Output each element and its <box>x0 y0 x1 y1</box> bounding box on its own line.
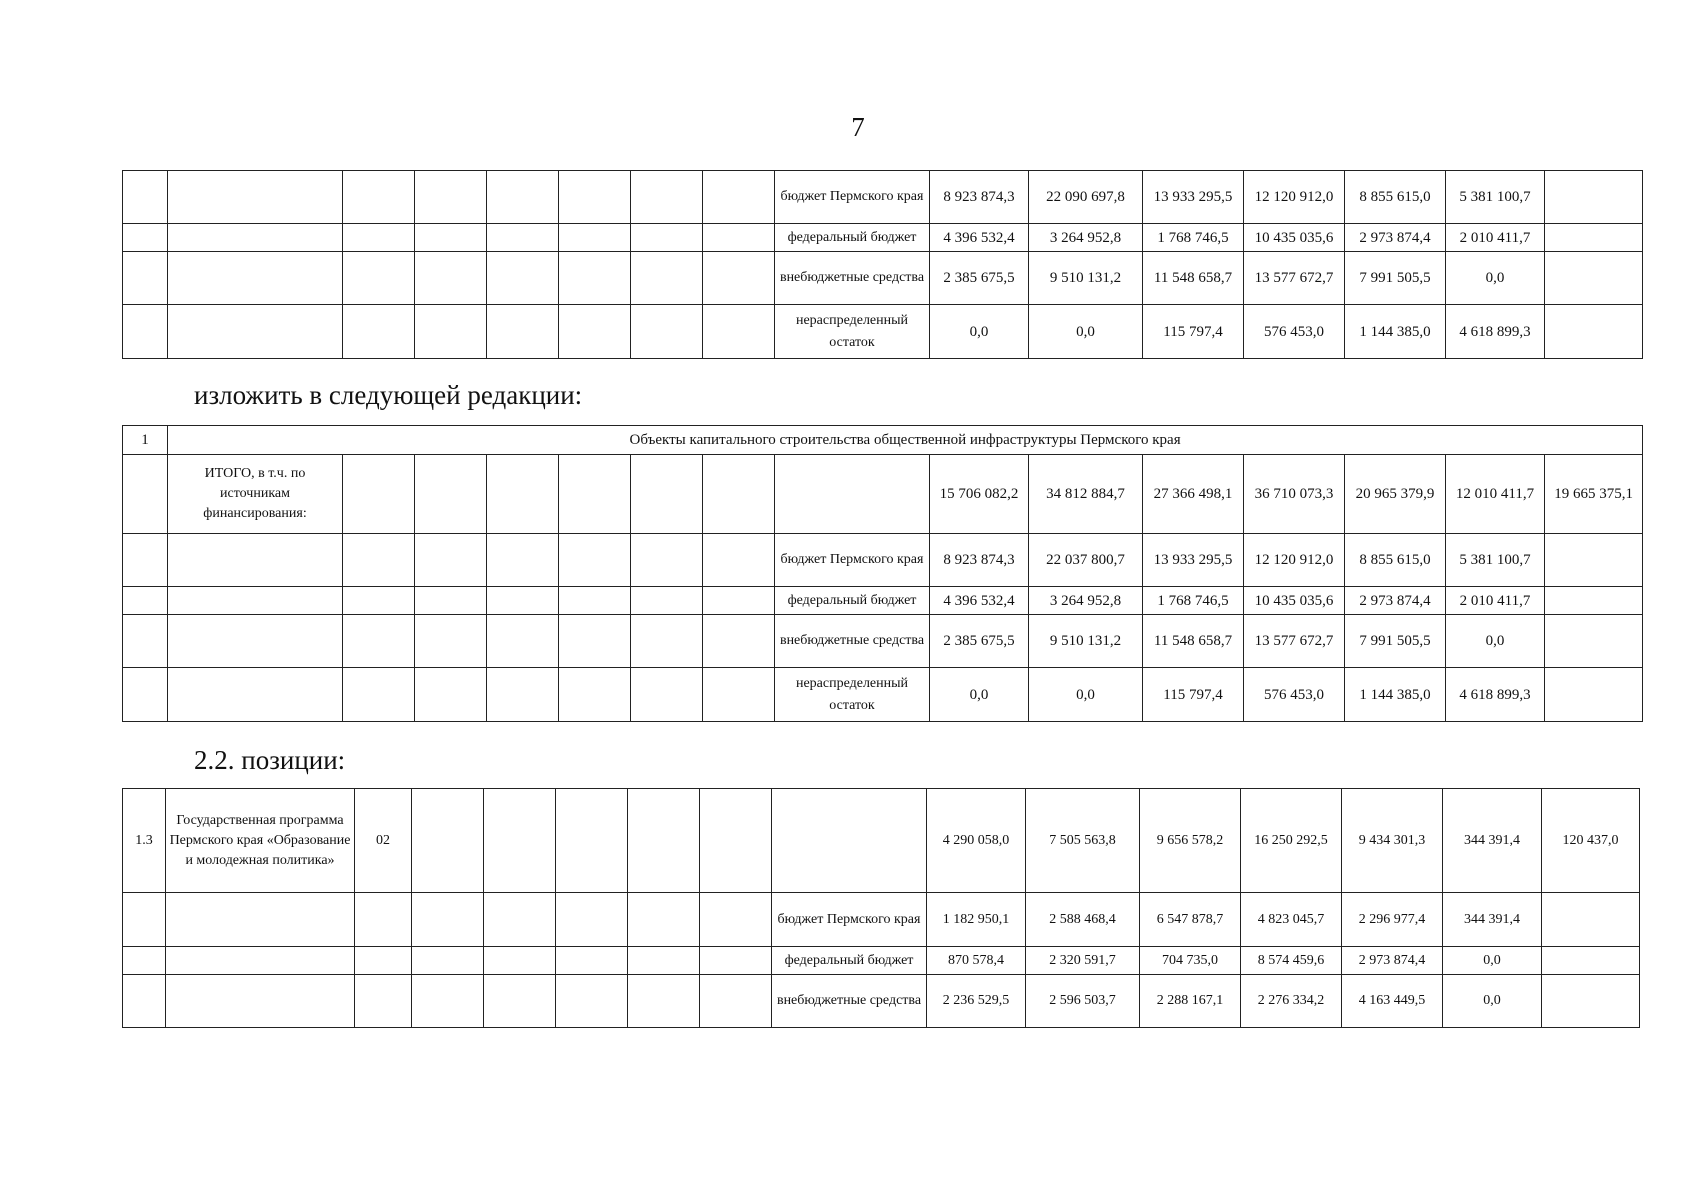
total-value: 344 391,4 <box>1443 789 1542 893</box>
table-row <box>123 615 1643 668</box>
funding-value <box>1542 947 1640 975</box>
table-row-section <box>123 426 1643 455</box>
table-row <box>123 947 1640 975</box>
funding-value: 13 577 672,7 <box>1244 252 1345 305</box>
table-new-edition <box>122 425 1643 722</box>
total-value: 20 965 379,9 <box>1345 455 1446 534</box>
funding-source-label: бюджет Пермского края <box>775 171 930 224</box>
funding-value: 0,0 <box>1029 668 1143 722</box>
program-code: 02 <box>355 789 412 893</box>
funding-value: 2 236 529,5 <box>927 975 1026 1028</box>
funding-value: 0,0 <box>1029 305 1143 359</box>
funding-value: 4 618 899,3 <box>1446 305 1545 359</box>
funding-value <box>1542 893 1640 947</box>
funding-value: 12 120 912,0 <box>1244 534 1345 587</box>
program-name: Государственная программа Пермского края «Образование и молодежная политика» <box>166 789 355 893</box>
funding-value: 2 288 167,1 <box>1140 975 1241 1028</box>
funding-source-label: бюджет Пермского края <box>772 893 927 947</box>
funding-value: 2 320 591,7 <box>1026 947 1140 975</box>
funding-value: 8 923 874,3 <box>930 534 1029 587</box>
funding-value: 2 973 874,4 <box>1345 587 1446 615</box>
funding-source-label: внебюджетные средства <box>772 975 927 1028</box>
total-value: 36 710 073,3 <box>1244 455 1345 534</box>
funding-value: 4 396 532,4 <box>930 587 1029 615</box>
funding-value: 0,0 <box>930 668 1029 722</box>
funding-value: 8 923 874,3 <box>930 171 1029 224</box>
funding-source-label: бюджет Пермского края <box>775 534 930 587</box>
table-row <box>123 305 1643 359</box>
funding-value: 115 797,4 <box>1143 668 1244 722</box>
funding-value: 9 510 131,2 <box>1029 252 1143 305</box>
funding-value <box>1545 615 1643 668</box>
funding-value: 4 396 532,4 <box>930 224 1029 252</box>
funding-value: 344 391,4 <box>1443 893 1542 947</box>
funding-value <box>1545 587 1643 615</box>
funding-value: 7 991 505,5 <box>1345 615 1446 668</box>
heading-positions: 2.2. позиции: <box>194 745 346 775</box>
total-value: 27 366 498,1 <box>1143 455 1244 534</box>
funding-value: 1 182 950,1 <box>927 893 1026 947</box>
funding-value <box>1545 171 1643 224</box>
funding-source-label: внебюджетные средства <box>775 252 930 305</box>
funding-value: 2 588 468,4 <box>1026 893 1140 947</box>
funding-value: 5 381 100,7 <box>1446 534 1545 587</box>
funding-value: 576 453,0 <box>1244 305 1345 359</box>
funding-value: 2 296 977,4 <box>1342 893 1443 947</box>
funding-value <box>1545 534 1643 587</box>
funding-value: 2 973 874,4 <box>1345 224 1446 252</box>
total-value: 34 812 884,7 <box>1029 455 1143 534</box>
total-value: 12 010 411,7 <box>1446 455 1545 534</box>
funding-value: 11 548 658,7 <box>1143 252 1244 305</box>
table-row <box>123 893 1640 947</box>
table-row <box>123 252 1643 305</box>
funding-value: 3 264 952,8 <box>1029 587 1143 615</box>
funding-value: 8 855 615,0 <box>1345 171 1446 224</box>
funding-value: 11 548 658,7 <box>1143 615 1244 668</box>
funding-value: 2 010 411,7 <box>1446 224 1545 252</box>
total-value: 4 290 058,0 <box>927 789 1026 893</box>
funding-value: 12 120 912,0 <box>1244 171 1345 224</box>
funding-value: 8 574 459,6 <box>1241 947 1342 975</box>
funding-value: 9 510 131,2 <box>1029 615 1143 668</box>
funding-value: 0,0 <box>1443 975 1542 1028</box>
funding-value: 2 385 675,5 <box>930 615 1029 668</box>
funding-value: 22 037 800,7 <box>1029 534 1143 587</box>
funding-value: 2 010 411,7 <box>1446 587 1545 615</box>
funding-value: 870 578,4 <box>927 947 1026 975</box>
total-value: 9 656 578,2 <box>1140 789 1241 893</box>
funding-value: 704 735,0 <box>1140 947 1241 975</box>
total-value: 120 437,0 <box>1542 789 1640 893</box>
funding-value: 1 144 385,0 <box>1345 668 1446 722</box>
funding-value: 3 264 952,8 <box>1029 224 1143 252</box>
page-number: 7 <box>851 112 865 142</box>
funding-source-label: нераспределенный остаток <box>775 305 930 359</box>
funding-source-label: федеральный бюджет <box>775 224 930 252</box>
funding-value <box>1545 668 1643 722</box>
funding-value: 0,0 <box>1443 947 1542 975</box>
funding-value: 10 435 035,6 <box>1244 587 1345 615</box>
funding-source-label: внебюджетные средства <box>775 615 930 668</box>
table-positions <box>122 788 1640 1028</box>
funding-value: 13 577 672,7 <box>1244 615 1345 668</box>
funding-value: 4 823 045,7 <box>1241 893 1342 947</box>
funding-value: 7 991 505,5 <box>1345 252 1446 305</box>
row-number: 1.3 <box>123 789 166 893</box>
total-value: 7 505 563,8 <box>1026 789 1140 893</box>
total-value: 15 706 082,2 <box>930 455 1029 534</box>
funding-value <box>1542 975 1640 1028</box>
funding-value: 8 855 615,0 <box>1345 534 1446 587</box>
funding-value: 2 276 334,2 <box>1241 975 1342 1028</box>
funding-value: 5 381 100,7 <box>1446 171 1545 224</box>
funding-value: 0,0 <box>1446 252 1545 305</box>
total-value: 9 434 301,3 <box>1342 789 1443 893</box>
table-row <box>123 224 1643 252</box>
table-continuation <box>122 170 1643 359</box>
funding-value: 1 768 746,5 <box>1143 587 1244 615</box>
total-name: ИТОГО, в т.ч. по источникам финансирования: <box>168 455 343 534</box>
table-row <box>123 171 1643 224</box>
funding-value: 4 163 449,5 <box>1342 975 1443 1028</box>
table-row-program <box>123 789 1640 893</box>
funding-source-label: федеральный бюджет <box>775 587 930 615</box>
funding-value: 10 435 035,6 <box>1244 224 1345 252</box>
total-value: 19 665 375,1 <box>1545 455 1643 534</box>
funding-value <box>1545 305 1643 359</box>
funding-value: 576 453,0 <box>1244 668 1345 722</box>
funding-value: 2 973 874,4 <box>1342 947 1443 975</box>
funding-value: 13 933 295,5 <box>1143 171 1244 224</box>
funding-value: 0,0 <box>930 305 1029 359</box>
funding-value: 4 618 899,3 <box>1446 668 1545 722</box>
funding-value: 115 797,4 <box>1143 305 1244 359</box>
table-row <box>123 534 1643 587</box>
funding-value: 1 144 385,0 <box>1345 305 1446 359</box>
funding-value: 22 090 697,8 <box>1029 171 1143 224</box>
funding-value: 13 933 295,5 <box>1143 534 1244 587</box>
funding-value <box>1545 252 1643 305</box>
table-row <box>123 668 1643 722</box>
funding-value: 0,0 <box>1446 615 1545 668</box>
funding-value: 6 547 878,7 <box>1140 893 1241 947</box>
funding-value: 2 596 503,7 <box>1026 975 1140 1028</box>
table-row <box>123 587 1643 615</box>
funding-source-label: федеральный бюджет <box>772 947 927 975</box>
funding-value <box>1545 224 1643 252</box>
funding-value: 1 768 746,5 <box>1143 224 1244 252</box>
funding-source-label: нераспределенный остаток <box>775 668 930 722</box>
section-title: Объекты капитального строительства общественной инфраструктуры Пермского края <box>168 426 1643 455</box>
row-number: 1 <box>123 426 168 455</box>
total-value: 16 250 292,5 <box>1241 789 1342 893</box>
table-row <box>123 975 1640 1028</box>
table-row-total <box>123 455 1643 534</box>
funding-value: 2 385 675,5 <box>930 252 1029 305</box>
heading-new-edition: изложить в следующей редакции: <box>194 380 583 410</box>
